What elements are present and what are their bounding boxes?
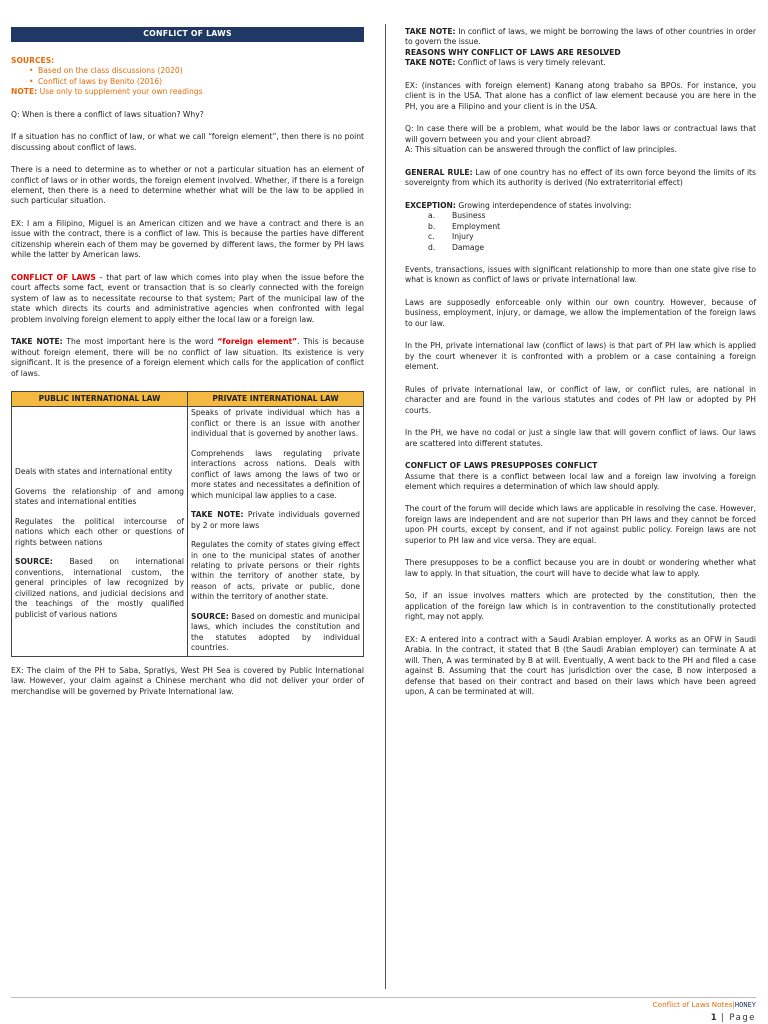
- question-answer-paragraph: [405, 124, 756, 155]
- general-rule-paragraph: [405, 168, 756, 189]
- table-row: [12, 407, 364, 656]
- private-law-point: [191, 612, 360, 654]
- private-law-point: Regulates the comity of states giving effect in one to the municipal states of another relating to private persons or their rights within the territory of another state, by reason of acts, private or public, done within the territory of another state.: [191, 540, 360, 602]
- page-footer: [11, 997, 756, 1023]
- general-rule-text: Law of one country has no effect of its own force beyond the limits of its sovereignty from which its authority is derived (No extraterritorial effect): [405, 167, 756, 188]
- take-note-label: TAKE NOTE:: [405, 27, 456, 36]
- body-paragraph: There presupposes to be a conflict because you are in doubt or wondering whether what law to apply. In that situation, the court will have to decide what law to apply.: [405, 558, 756, 578]
- source-label: SOURCE:: [15, 557, 53, 567]
- list-marker: b.: [428, 221, 436, 231]
- public-law-point: [15, 557, 184, 620]
- exception-list: [405, 211, 756, 253]
- page-word: Page: [729, 1013, 756, 1023]
- table-header-row: [12, 392, 364, 407]
- example-paragraph: EX: A entered into a contract with a Saudi Arabian employer. A works as an OFW in Saudi Arabia. In the contract, it stated that B (the Saudi Arabian employer) can terminate A at will. Then, A was terminated by B at will. Eventually, A went back to the PH and filed a case against B. Assuming that the court has jurisdiction over the case, B now interposed a defense that based on their contract and based on their laws which have been agreed upon, A can be terminated at will.: [405, 634, 756, 697]
- exception-text: Growing interdependence of states involving:: [455, 200, 632, 210]
- definition-text: – that part of law which comes into play when the issue before the court affects some fact, event or transaction that is so clearly connected with the foreign system of law as to necessitate recourse to that system; Part of the municipal law of the state which directs its courts and administrative agencies when confronted with legal problem involving foreign element to apply either the local law or a foreign law.: [11, 272, 364, 324]
- header-private-international-law: PRIVATE INTERNATIONAL LAW: [188, 392, 364, 407]
- list-item: [428, 232, 756, 242]
- note-text: Use only to supplement your own readings: [37, 87, 203, 97]
- body-paragraph: Laws are supposedly enforceable only within our own country. However, because of business, employment, injury, or damage, we allow the implementation of the foreign laws to our law.: [405, 297, 756, 328]
- list-item: [428, 222, 756, 232]
- example-paragraph: EX: (instances with foreign element) Kanang atong trabaho sa BPOs. For instance, you client is in the USA. That alone has a conflict of law element because you are here in the PH, you are a Filipino and your client is in the USA.: [405, 80, 756, 111]
- sources-block: [11, 56, 364, 98]
- source-label: SOURCE:: [191, 611, 229, 621]
- definition-term: CONFLICT OF LAWS: [11, 272, 96, 282]
- general-rule-label: GENERAL RULE:: [405, 167, 473, 177]
- list-item: [428, 211, 756, 221]
- section-heading: CONFLICT OF LAWS PRESUPPOSES CONFLICT: [405, 461, 598, 471]
- sources-label: SOURCES:: [11, 55, 55, 65]
- body-paragraph: There is a need to determine as to whether or not a particular situation has an element of conflict of laws or in other words, the foreign element involved. Whether, if there is a foreign element, then there is a need to determine whether what will be the law to be applied in such particular situation.: [11, 165, 364, 206]
- list-item-text: Injury: [452, 232, 474, 242]
- footer-notes-title: Conflict of Laws Notes: [652, 1000, 733, 1009]
- column-divider: [385, 24, 386, 989]
- body-paragraph: Events, transactions, issues with significant relationship to more than one state give rise to what is known as conflict of laws or private international law.: [405, 264, 756, 285]
- public-law-cell: [12, 407, 188, 656]
- body-paragraph: Rules of private international law, or conflict of law, or conflict rules, are national in character and are found in the various statutes and codes of PH law or adopted by PH courts.: [405, 384, 756, 415]
- take-note-text: Conflict of laws is very timely relevant.: [455, 58, 606, 68]
- public-law-point: Deals with states and international entity: [15, 467, 173, 477]
- take-note-text: In conflict of laws, we might be borrowing the laws of other countries in order to govern the issue.: [405, 27, 756, 47]
- page-number-line: [711, 1013, 756, 1024]
- source-item: • Conflict of laws by Benito (2016): [38, 77, 364, 87]
- page-number: 1: [710, 1013, 717, 1023]
- header-public-international-law: PUBLIC INTERNATIONAL LAW: [12, 392, 188, 407]
- take-note-text: . This is because without foreign element, there will be no conflict of law situation. Its existence is very significant. It is the presence of a foreign element which calls for the application of conflict of laws.: [11, 337, 364, 378]
- take-note-paragraph: [405, 27, 756, 48]
- comparison-table: [11, 391, 364, 657]
- take-note-text: The most important here is the word: [62, 337, 218, 347]
- list-marker: a.: [428, 211, 436, 221]
- take-note-paragraph: [11, 337, 364, 379]
- list-marker: c.: [428, 232, 435, 242]
- private-law-point: Comprehends laws regulating private interactions across nations. Deals with conflict of laws among the laws of two or more states and necessitates a definition of which municipal law applies to a case.: [191, 448, 360, 500]
- source-text: Based on international conventions, international custom, the general principles of law recognized by civilized nations, and judicial decisions and the teachings of the mostly qualified publicist of various nations: [15, 557, 184, 619]
- footer-separator: |: [732, 1000, 735, 1009]
- footer-author: HONEY: [734, 1001, 756, 1009]
- foreign-element-term: “foreign element”: [217, 337, 298, 347]
- answer-text: A: This situation can be answered through the conflict of law principles.: [405, 145, 678, 155]
- source-text: Based on domestic and municipal laws, which includes the constitution and the statutes adopted by individual countries.: [191, 611, 360, 653]
- question-paragraph: Q: When is there a conflict of laws situation? Why?: [11, 109, 204, 119]
- right-column: [405, 27, 756, 710]
- private-law-point: Speaks of private individual which has a conflict or there is an issue with another individual that is governed by another laws.: [191, 408, 360, 439]
- public-law-point: Governs the relationship of and among states and international entities: [15, 486, 184, 507]
- footer-notes-line: [653, 1000, 756, 1011]
- list-item: [428, 243, 756, 253]
- exception-paragraph: [405, 201, 756, 211]
- body-paragraph: In the PH, private international law (conflict of laws) is that part of PH law which is applied by the court whenever it is confronted with a problem or a case containing a foreign element.: [405, 341, 756, 372]
- body-paragraph: If a situation has no conflict of law, or what we call “foreign element”, then there is no point discussing about conflict of laws.: [11, 132, 364, 152]
- left-column: [11, 27, 364, 709]
- body-paragraph: In the PH, we have no codal or just a single law that will govern conflict of laws. Our laws are scattered into different statutes.: [405, 428, 756, 448]
- body-paragraph: Assume that there is a conflict between local law and a foreign law involving a foreign element which requires a determination of which law should apply.: [405, 471, 756, 491]
- list-item-text: Employment: [452, 221, 501, 231]
- page-separator: |: [716, 1013, 730, 1023]
- exception-label: EXCEPTION:: [405, 200, 456, 210]
- note-line: [11, 87, 364, 97]
- take-note-label: TAKE NOTE:: [405, 58, 456, 68]
- example-paragraph: EX: I am a Filipino, Miguel is an American citizen and we have a contract and there is an issue with the contract, there is a conflict of law. This is because the parties have different citizenship wherein each of them may be governed by different laws, the former by PH laws while the latter by American laws.: [11, 218, 364, 260]
- list-item-text: Damage: [452, 242, 485, 252]
- list-item-text: Business: [452, 211, 486, 221]
- list-marker: d.: [428, 242, 436, 252]
- question-text: Q: In case there will be a problem, what would be the labor laws or contractual laws that will govern between you and your client abroad?: [405, 124, 756, 144]
- note-label: NOTE:: [11, 87, 38, 97]
- take-note-text: Private individuals governed by 2 or more laws: [191, 510, 360, 530]
- take-note-label: TAKE NOTE:: [191, 510, 244, 520]
- sources-list: [11, 66, 364, 87]
- private-law-cell: [188, 407, 364, 656]
- section-heading: REASONS WHY CONFLICT OF LAWS ARE RESOLVED: [405, 47, 621, 57]
- source-item: • Based on the class discussions (2020): [38, 66, 364, 76]
- page-title: CONFLICT OF LAWS: [11, 27, 364, 42]
- body-paragraph: So, if an issue involves matters which are protected by the constitution, then the application of the foreign law which is in contravention to the constitutionally protected right, may not apply.: [405, 591, 756, 622]
- example-paragraph: EX: The claim of the PH to Saba, Spratlys, West PH Sea is covered by Public International law. However, your claim against a Chinese merchant who did not deliver your order of merchandise will be governed by Private International law.: [11, 665, 364, 696]
- take-note-paragraph: [405, 58, 756, 68]
- body-paragraph: The court of the forum will decide which laws are applicable in resolving the case. However, foreign laws are independent and are not superior than PH laws and they cannot be forced upon PH courts, except by consent, and if not against public policy. Foreign laws are not superior to PH law and vice versa. They are equal.: [405, 504, 756, 545]
- public-law-point: Regulates the political intercourse of nations which each other or questions of rights between nations: [15, 516, 184, 547]
- take-note-label: TAKE NOTE:: [11, 337, 63, 347]
- definition-paragraph: [11, 273, 364, 325]
- private-law-point: [191, 510, 360, 531]
